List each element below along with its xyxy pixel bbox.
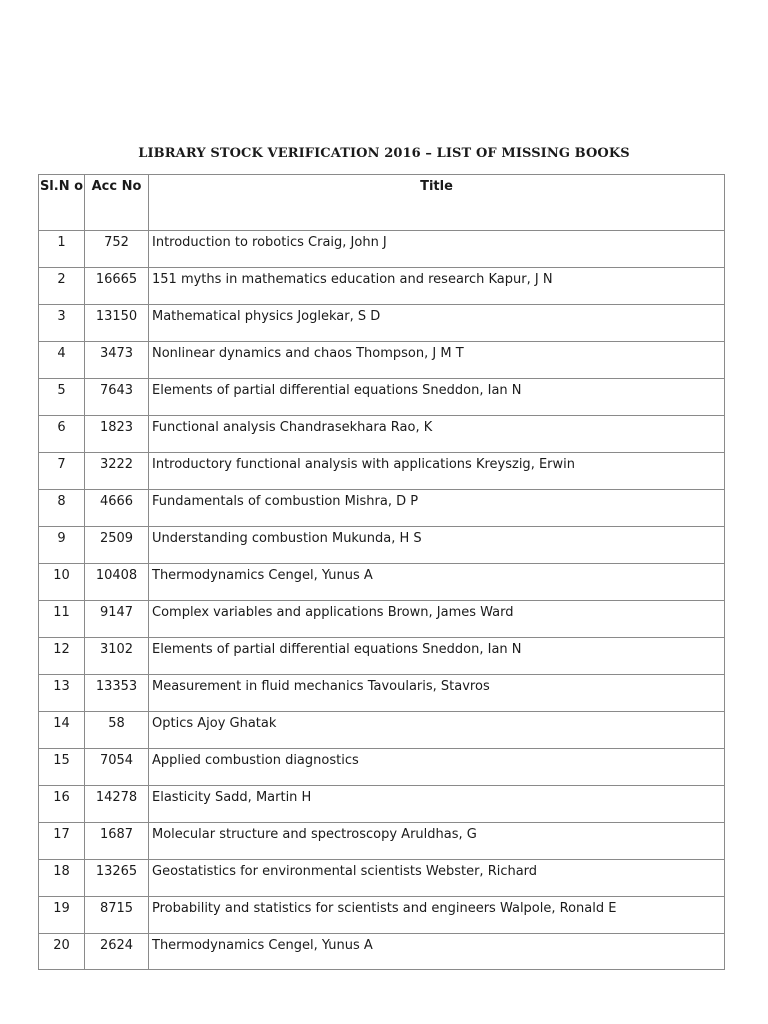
cell-acc-no: 8715 bbox=[85, 897, 149, 934]
header-title: Title bbox=[149, 175, 725, 231]
cell-title: Optics Ajoy Ghatak bbox=[149, 712, 725, 749]
cell-sl-no: 10 bbox=[39, 564, 85, 601]
table-row bbox=[39, 342, 725, 379]
cell-title: Introduction to robotics Craig, John J bbox=[149, 231, 725, 268]
table-row bbox=[39, 601, 725, 638]
cell-acc-no: 3473 bbox=[85, 342, 149, 379]
cell-acc-no: 4666 bbox=[85, 490, 149, 527]
cell-title: Understanding combustion Mukunda, H S bbox=[149, 527, 725, 564]
cell-acc-no: 2509 bbox=[85, 527, 149, 564]
cell-sl-no: 15 bbox=[39, 749, 85, 786]
cell-acc-no: 2624 bbox=[85, 934, 149, 970]
table-row bbox=[39, 379, 725, 416]
table-row bbox=[39, 638, 725, 675]
cell-sl-no: 20 bbox=[39, 934, 85, 970]
cell-sl-no: 11 bbox=[39, 601, 85, 638]
cell-acc-no: 14278 bbox=[85, 786, 149, 823]
cell-sl-no: 5 bbox=[39, 379, 85, 416]
cell-title: Probability and statistics for scientists and engineers Walpole, Ronald E bbox=[149, 897, 725, 934]
table-row bbox=[39, 305, 725, 342]
cell-title: Molecular structure and spectroscopy Aruldhas, G bbox=[149, 823, 725, 860]
cell-acc-no: 7643 bbox=[85, 379, 149, 416]
cell-sl-no: 16 bbox=[39, 786, 85, 823]
cell-title: Nonlinear dynamics and chaos Thompson, J M T bbox=[149, 342, 725, 379]
cell-title: Complex variables and applications Brown, James Ward bbox=[149, 601, 725, 638]
table-row bbox=[39, 897, 725, 934]
cell-sl-no: 6 bbox=[39, 416, 85, 453]
cell-title: Mathematical physics Joglekar, S D bbox=[149, 305, 725, 342]
table-row bbox=[39, 231, 725, 268]
table-row bbox=[39, 934, 725, 970]
cell-title: 151 myths in mathematics education and research Kapur, J N bbox=[149, 268, 725, 305]
cell-acc-no: 9147 bbox=[85, 601, 149, 638]
cell-acc-no: 13265 bbox=[85, 860, 149, 897]
header-acc-no: Acc No bbox=[85, 175, 149, 231]
table-row bbox=[39, 823, 725, 860]
cell-sl-no: 8 bbox=[39, 490, 85, 527]
cell-sl-no: 13 bbox=[39, 675, 85, 712]
header-sl-no: Sl.N o bbox=[39, 175, 85, 231]
cell-acc-no: 10408 bbox=[85, 564, 149, 601]
cell-title: Thermodynamics Cengel, Yunus A bbox=[149, 564, 725, 601]
cell-sl-no: 2 bbox=[39, 268, 85, 305]
cell-acc-no: 1823 bbox=[85, 416, 149, 453]
cell-sl-no: 14 bbox=[39, 712, 85, 749]
cell-acc-no: 16665 bbox=[85, 268, 149, 305]
cell-acc-no: 3102 bbox=[85, 638, 149, 675]
table-row bbox=[39, 416, 725, 453]
cell-sl-no: 1 bbox=[39, 231, 85, 268]
table-row bbox=[39, 712, 725, 749]
cell-acc-no: 13150 bbox=[85, 305, 149, 342]
page-title: LIBRARY STOCK VERIFICATION 2016 – LIST OF MISSING BOOKS bbox=[138, 146, 630, 161]
cell-sl-no: 4 bbox=[39, 342, 85, 379]
cell-title: Measurement in fluid mechanics Tavoularis, Stavros bbox=[149, 675, 725, 712]
cell-title: Thermodynamics Cengel, Yunus A bbox=[149, 934, 725, 970]
cell-sl-no: 3 bbox=[39, 305, 85, 342]
missing-books-table bbox=[38, 174, 725, 970]
cell-title: Elements of partial differential equations Sneddon, Ian N bbox=[149, 379, 725, 416]
cell-acc-no: 58 bbox=[85, 712, 149, 749]
cell-title: Geostatistics for environmental scientists Webster, Richard bbox=[149, 860, 725, 897]
cell-acc-no: 13353 bbox=[85, 675, 149, 712]
cell-acc-no: 7054 bbox=[85, 749, 149, 786]
table-header-row bbox=[39, 175, 725, 231]
table-row bbox=[39, 453, 725, 490]
cell-sl-no: 18 bbox=[39, 860, 85, 897]
table-row bbox=[39, 675, 725, 712]
cell-sl-no: 19 bbox=[39, 897, 85, 934]
table-row bbox=[39, 527, 725, 564]
table-row bbox=[39, 786, 725, 823]
cell-acc-no: 1687 bbox=[85, 823, 149, 860]
table-row bbox=[39, 749, 725, 786]
table-row bbox=[39, 268, 725, 305]
cell-sl-no: 12 bbox=[39, 638, 85, 675]
cell-sl-no: 7 bbox=[39, 453, 85, 490]
cell-title: Elements of partial differential equations Sneddon, Ian N bbox=[149, 638, 725, 675]
cell-title: Introductory functional analysis with applications Kreyszig, Erwin bbox=[149, 453, 725, 490]
table-row bbox=[39, 860, 725, 897]
cell-sl-no: 9 bbox=[39, 527, 85, 564]
cell-title: Applied combustion diagnostics bbox=[149, 749, 725, 786]
cell-title: Functional analysis Chandrasekhara Rao, K bbox=[149, 416, 725, 453]
cell-sl-no: 17 bbox=[39, 823, 85, 860]
cell-title: Fundamentals of combustion Mishra, D P bbox=[149, 490, 725, 527]
table-row bbox=[39, 490, 725, 527]
cell-acc-no: 752 bbox=[85, 231, 149, 268]
table-row bbox=[39, 564, 725, 601]
cell-acc-no: 3222 bbox=[85, 453, 149, 490]
cell-title: Elasticity Sadd, Martin H bbox=[149, 786, 725, 823]
